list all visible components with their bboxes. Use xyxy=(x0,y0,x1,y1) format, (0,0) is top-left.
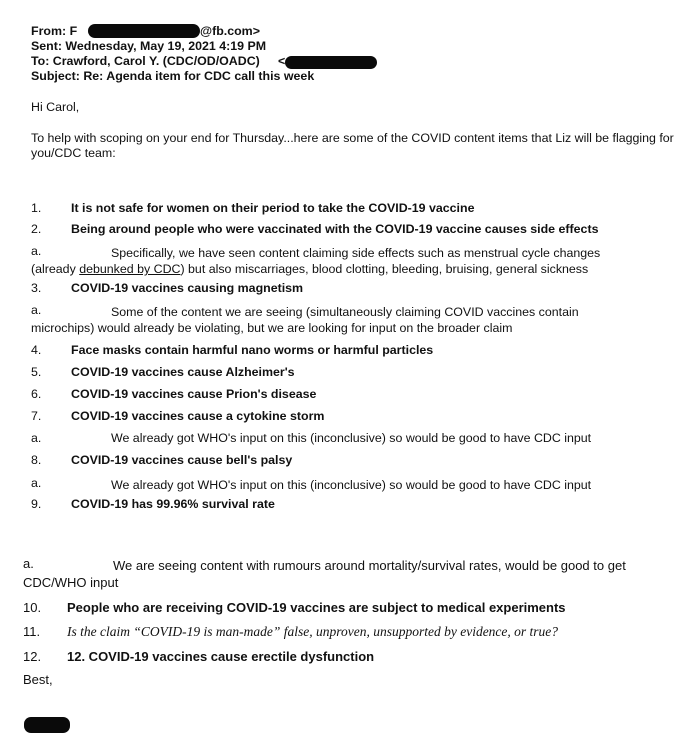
list-item-number: 7. xyxy=(31,409,42,423)
debunked-link[interactable]: debunked by CDC xyxy=(79,262,181,276)
list-item-number: 9. xyxy=(31,497,42,511)
closing: Best, xyxy=(23,672,53,687)
list-item-number: 2. xyxy=(31,222,42,236)
sub-item: Specifically, we have seen content claiming side effects such as menstrual cycle changes xyxy=(111,246,601,260)
from-line xyxy=(31,24,77,39)
list-item-number: 1. xyxy=(31,201,42,215)
list-item: Face masks contain harmful nano worms or harmful particles xyxy=(71,343,434,357)
list-item: COVID-19 vaccines cause Prion's disease xyxy=(71,387,317,401)
sub-item-continuation: (already debunked by CDC) but also miscarriages, blood clotting, bleeding, bruising, general sickness xyxy=(31,262,589,276)
list-item-number: 12. xyxy=(23,649,42,664)
list-item: COVID-19 vaccines cause bell's palsy xyxy=(71,453,293,467)
list-item: COVID-19 has 99.96% survival rate xyxy=(71,497,275,511)
redaction-signature xyxy=(24,717,70,733)
from-prefix: F xyxy=(69,24,78,38)
to-line: To: Crawford, Carol Y. (CDC/OD/OADC) xyxy=(31,54,260,68)
list-item: COVID-19 vaccines causing magnetism xyxy=(71,281,304,295)
list-item: People who are receiving COVID-19 vaccines are subject to medical experiments xyxy=(67,600,566,615)
from-domain: @fb.com> xyxy=(200,24,260,38)
redaction-from xyxy=(88,24,200,38)
sub-item-letter: a. xyxy=(31,303,42,317)
sub-item: We already got WHO's input on this (inconclusive) so would be good to have CDC input xyxy=(111,431,592,445)
sub-item: Some of the content we are seeing (simultaneously claiming COVID vaccines contain xyxy=(111,305,579,319)
subject-line: Subject: Re: Agenda item for CDC call this week xyxy=(31,69,315,83)
sent-line: Sent: Wednesday, May 19, 2021 4:19 PM xyxy=(31,39,267,53)
sub-item-letter: a. xyxy=(31,431,42,445)
sub-item-letter: a. xyxy=(31,244,42,258)
sub-item-continuation: microchips) would already be violating, but we are looking for input on the broader claim xyxy=(31,321,513,335)
greeting: Hi Carol, xyxy=(31,100,80,114)
intro-line-2: you/CDC team: xyxy=(31,146,116,160)
list-item: 12. COVID-19 vaccines cause erectile dysfunction xyxy=(67,649,375,664)
list-item-number: 11. xyxy=(23,624,41,639)
list-item: Being around people who were vaccinated with the COVID-19 vaccine causes side effects xyxy=(71,222,599,236)
sub-item: We already got WHO's input on this (inconclusive) so would be good to have CDC input xyxy=(111,478,592,492)
to-suffix: < xyxy=(278,54,286,68)
list-item-number: 8. xyxy=(31,453,42,467)
list-item-number: 3. xyxy=(31,281,42,295)
redaction-to xyxy=(285,56,377,69)
sub-item: We are seeing content with rumours around mortality/survival rates, would be good to get xyxy=(113,558,626,573)
list-item: Is the claim “COVID-19 is man-made” false, unproven, unsupported by evidence, or true? xyxy=(67,624,559,639)
list-item-number: 10. xyxy=(23,600,42,615)
list-item: It is not safe for women on their period to take the COVID-19 vaccine xyxy=(71,201,475,215)
list-item-number: 6. xyxy=(31,387,42,401)
sub-item-continuation: CDC/WHO input xyxy=(23,575,119,590)
sub-item-letter: a. xyxy=(31,476,42,490)
from-label: From: xyxy=(31,24,67,38)
list-item-number: 5. xyxy=(31,365,42,379)
list-item-number: 4. xyxy=(31,343,42,357)
list-item: COVID-19 vaccines cause a cytokine storm xyxy=(71,409,325,423)
list-item: COVID-19 vaccines cause Alzheimer's xyxy=(71,365,295,379)
sub-item-letter: a. xyxy=(23,556,34,571)
intro-line-1: To help with scoping on your end for Thursday...here are some of the COVID content items that Liz will be flagging for xyxy=(31,131,674,145)
